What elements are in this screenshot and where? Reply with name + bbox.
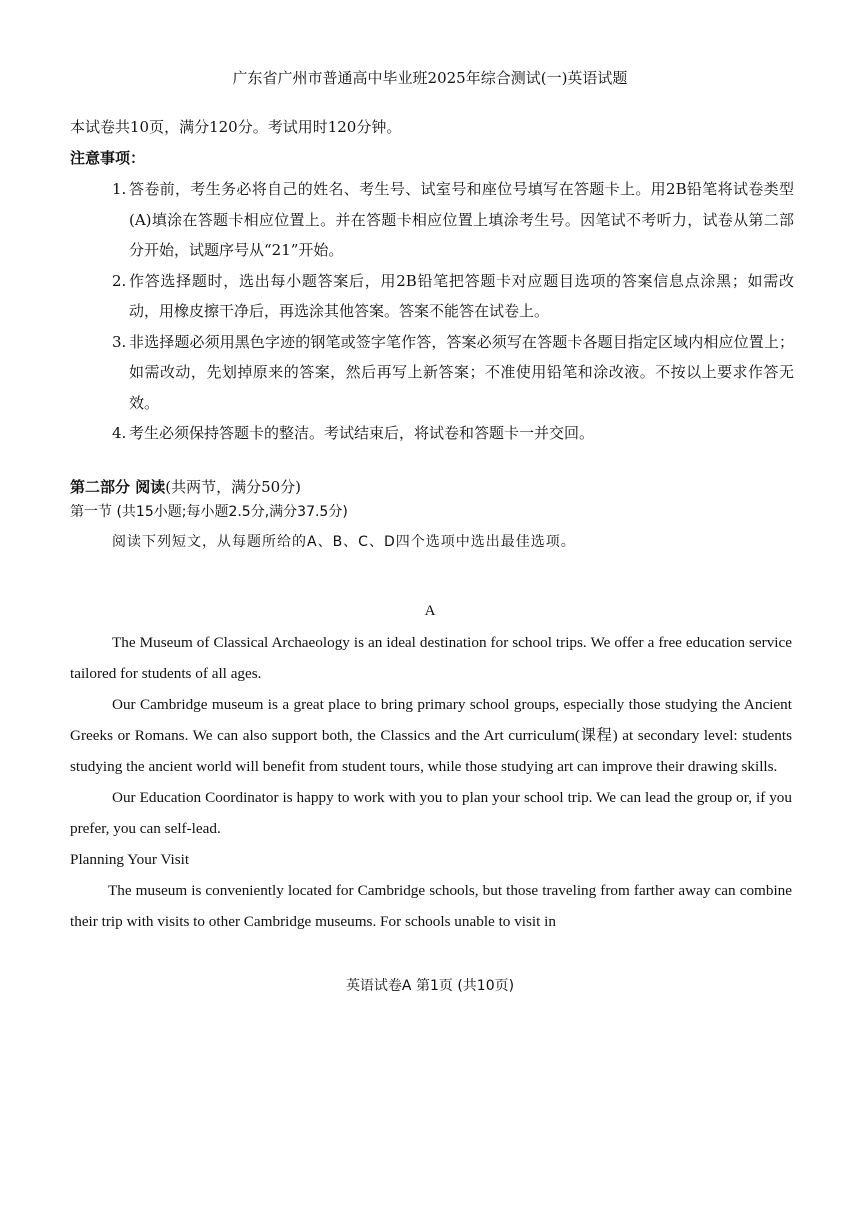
notice-item-number: 2. bbox=[112, 271, 127, 290]
page-footer: 英语试卷A 第1页 (共10页) bbox=[345, 978, 515, 994]
document-title: 广东省广州市普通高中毕业班2025年综合测试(一)英语试题 bbox=[232, 69, 628, 87]
notice-item bbox=[112, 174, 794, 266]
notice-item-text: 作答选择题时，选出每小题答案后，用2B铅笔把答题卡对应题目选项的答案信息点涂黑；如需改动，用橡皮擦干净后，再选涂其他答案。答案不能答在试卷上。 bbox=[129, 271, 794, 320]
notice-item bbox=[112, 418, 794, 449]
notice-item-number: 4. bbox=[112, 424, 127, 442]
notice-list bbox=[112, 174, 794, 449]
passage-paragraph: The Museum of Classical Archaeology is an ideal destination for school trips. We offer a free education service tailored for students of all ages. bbox=[70, 634, 792, 682]
exam-intro: 本试卷共10页，满分120分。考试用时120分钟。 bbox=[70, 118, 402, 136]
section-heading bbox=[70, 476, 301, 498]
notice-item bbox=[112, 327, 794, 419]
passage-paragraph: Our Cambridge museum is a great place to bring primary school groups, especially those studying the Ancient Greeks or Romans. We can also support both, the Classics and the Art curriculum(课程) at secondary level: students studying the ancient world will benefit from student tours, while those studying art can improve their drawing skills. bbox=[70, 696, 792, 775]
reading-instructions: 阅读下列短文，从每题所给的A、B、C、D四个选项中选出最佳选项。 bbox=[112, 534, 576, 550]
passage-subheading: Planning Your Visit bbox=[70, 851, 190, 868]
notice-item-text: 非选择题必须用黑色字迹的钢笔或签字笔作答，答案必须写在答题卡各题目指定区域内相应位置上；如需改动，先划掉原来的答案，然后再写上新答案；不准使用铅笔和涂改液。不按以上要求作答无效。 bbox=[129, 332, 794, 412]
notice-item-number: 1. bbox=[112, 180, 127, 198]
notice-item-text: 考生必须保持答题卡的整洁。考试结束后，将试卷和答题卡一并交回。 bbox=[129, 424, 595, 442]
notice-item-text: 答卷前，考生务必将自己的姓名、考生号、试室号和座位号填写在答题卡上。用2B铅笔将试卷类型(A)填涂在答题卡相应位置上。并在答题卡相应位置上填涂考生号。因笔试不考听力，试卷从第二部分开始，试题序号从“21”开始。 bbox=[129, 180, 794, 259]
passage-paragraph: Our Education Coordinator is happy to work with you to plan your school trip. We can lead the group or, if you prefer, you can self-lead. bbox=[70, 789, 792, 837]
section-heading-title: 第二部分 阅读 bbox=[70, 478, 166, 496]
section-heading-detail: (共两节，满分50分) bbox=[165, 478, 302, 496]
notice-heading: 注意事项： bbox=[70, 149, 146, 167]
passage-body bbox=[70, 627, 792, 937]
notice-item bbox=[112, 266, 794, 327]
passage-letter: A bbox=[424, 603, 436, 619]
subsection-heading: 第一节 (共15小题;每小题2.5分,满分37.5分) bbox=[70, 504, 348, 520]
notice-item-number: 3. bbox=[112, 332, 127, 351]
passage-paragraph: The museum is conveniently located for Cambridge schools, but those traveling from farther away can combine their trip with visits to other Cambridge museums. For schools unable to visit in bbox=[70, 882, 792, 930]
